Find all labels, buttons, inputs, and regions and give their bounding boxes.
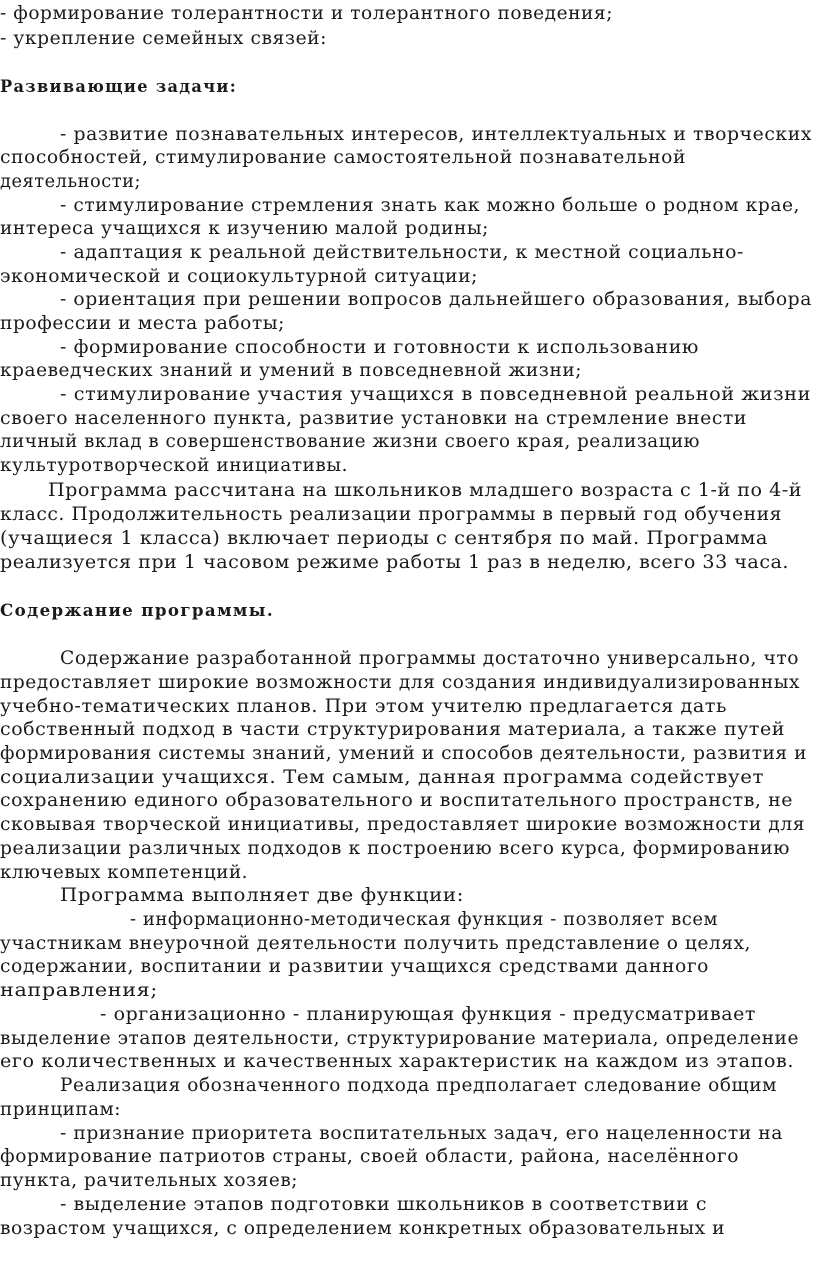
text-line: содержании, воспитании и развитии учащихся средствами данного — [0, 956, 709, 977]
text-line: возрастом учащихся, с определением конкретных образовательных и — [0, 1218, 726, 1239]
text-line: направления; — [0, 980, 158, 1001]
text-line: - развитие познавательных интересов, интеллектуальных и творческих — [60, 124, 813, 145]
text-line: формирования системы знаний, умений и способов деятельности, развития и — [0, 743, 807, 764]
text-line: личный вклад в совершенствование жизни своего края, реализацию — [0, 431, 701, 452]
text-line: участникам внеурочной деятельности получить представление о целях, — [0, 933, 751, 954]
text-line: - адаптация к реальной действительности, к местной социально- — [60, 242, 744, 263]
text-line: своего населенного пункта, развитие установки на стремление внести — [0, 408, 748, 429]
text-line: Программа выполняет две функции: — [60, 885, 464, 906]
text-line: Содержание разработанной программы достаточно универсально, что — [60, 648, 800, 669]
text-line: реализации различных подходов к построению всего курса, формированию — [0, 838, 790, 859]
text-line: учебно-тематических планов. При этом учителю предлагается дать — [0, 696, 728, 717]
text-line: - признание приоритета воспитательных задач, его нацеленности на — [60, 1123, 783, 1144]
text-line: экономической и социокультурной ситуации; — [0, 266, 478, 287]
text-line: социализации учащихся. Тем самым, данная программа содействует — [0, 767, 765, 788]
text-line: пункта, рачительных хозяев; — [0, 1170, 298, 1191]
text-line: - стимулирование стремления знать как можно больше о родном крае, — [60, 195, 801, 216]
text-line: Реализация обозначенного подхода предполагает следование общим — [60, 1075, 778, 1096]
text-line: формирование патриотов страны, своей области, района, населённого — [0, 1146, 740, 1167]
text-line: выделение этапов деятельности, структурирование материала, определение — [0, 1028, 800, 1049]
text-line: - информационно-методическая функция - позволяет всем — [130, 909, 719, 930]
text-line: ключевых компетенций. — [0, 862, 248, 883]
text-line: Программа рассчитана на школьников младшего возраста с 1-й по 4-й — [48, 480, 802, 501]
section-heading: Развивающие задачи: — [0, 77, 237, 97]
text-line: принципам: — [0, 1099, 122, 1120]
text-line: - организационно - планирующая функция - предусматривает — [100, 1004, 757, 1025]
text-line: его количественных и качественных характеристик на каждом из этапов. — [0, 1051, 795, 1072]
text-line: культуротворческой инициативы. — [0, 455, 348, 476]
text-line: - ориентация при решении вопросов дальнейшего образования, выбора — [60, 289, 812, 310]
section-heading: Содержание программы. — [0, 601, 275, 621]
text-line: - стимулирование участия учащихся в повседневной реальной жизни — [60, 384, 811, 405]
text-line: класс. Продолжительность реализации программы в первый год обучения — [0, 504, 782, 525]
text-line: собственный подход в части структурирования материала, а также путей — [0, 719, 785, 740]
text-line: сковывая творческой инициативы, предоставляет широкие возможности для — [0, 814, 806, 835]
text-line: интереса учащихся к изучению малой родины; — [0, 218, 489, 239]
text-line: предоставляет широкие возможности для создания индивидуализированных — [0, 672, 801, 693]
text-line: (учащиеся 1 класса) включает периоды с сентября по май. Программа — [0, 528, 769, 549]
text-line: - формирование способности и готовности к использованию — [60, 337, 699, 358]
text-line: способностей, стимулирование самостоятельной познавательной — [0, 147, 686, 168]
text-line: - укрепление семейных связей: — [0, 28, 328, 49]
text-line: сохранению единого образовательного и воспитательного пространств, не — [0, 790, 794, 811]
text-line: профессии и места работы; — [0, 313, 286, 334]
text-line: краеведческих знаний и умений в повседневной жизни; — [0, 360, 582, 381]
text-line: - выделение этапов подготовки школьников в соответствии с — [60, 1194, 708, 1215]
text-line: - формирование толерантности и толерантного поведения; — [0, 3, 614, 24]
text-line: деятельности; — [0, 171, 142, 192]
text-line: реализуется при 1 часовом режиме работы 1 раз в неделю, всего 33 часа. — [0, 552, 789, 573]
